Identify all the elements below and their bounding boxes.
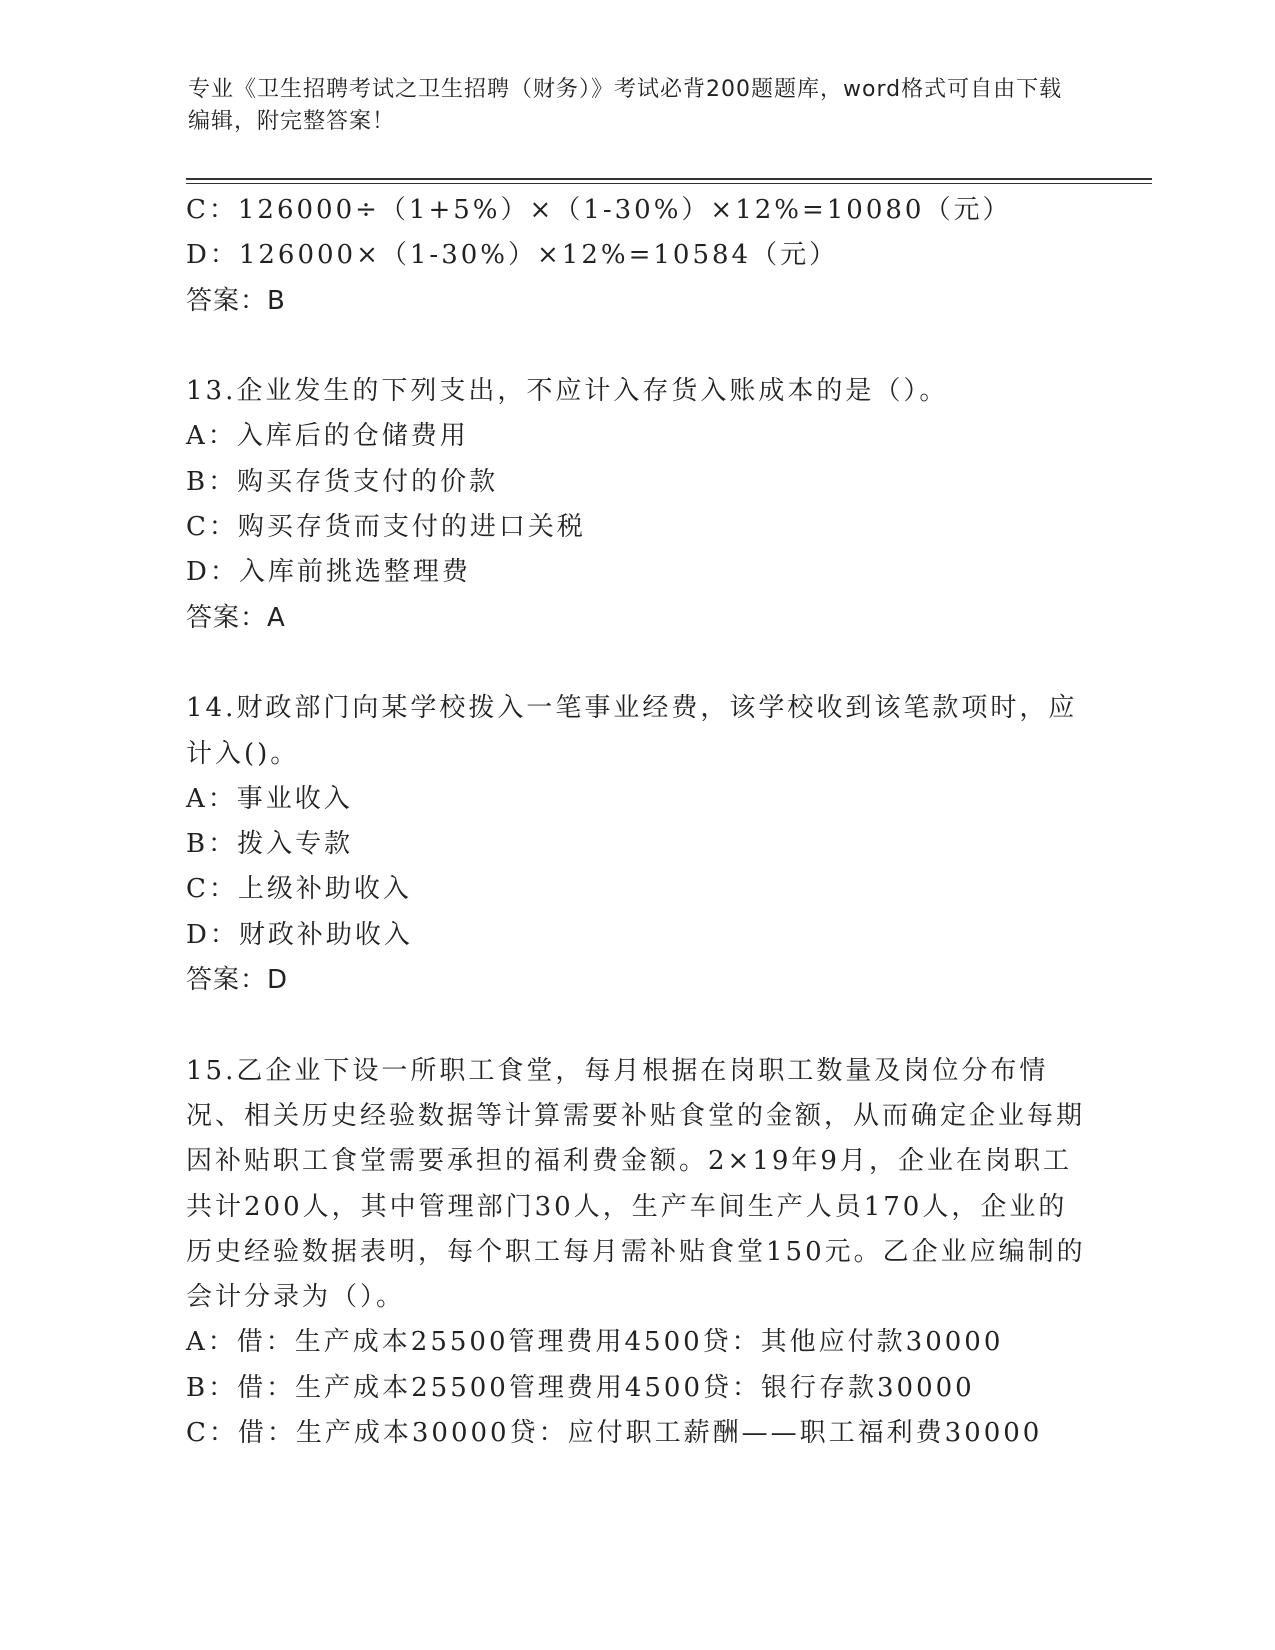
header-divider-thin (186, 183, 1152, 184)
q13-option-d: D：入库前挑选整理费 (186, 557, 471, 588)
q14-stem: 14.财政部门向某学校拨入一笔事业经费，该学校收到该笔款项时，应计入()。 (186, 693, 1078, 769)
q13-answer: 答案：A (186, 602, 286, 633)
q14-option-d: D：财政补助收入 (186, 919, 413, 950)
q12-answer: 答案：B (186, 285, 286, 316)
q14-option-b: B：拨入专款 (186, 829, 354, 860)
q14-option-c: C：上级补助收入 (186, 874, 412, 905)
q13-option-a: A：入库后的仓储费用 (186, 421, 469, 452)
q14-answer: 答案：D (186, 965, 289, 996)
q13-stem: 13.企业发生的下列支出，不应计入存货入账成本的是（）。 (186, 376, 949, 407)
document-header: 专业《卫生招聘考试之卫生招聘（财务）》考试必背200题题库，word格式可自由下载编辑，附完整答案！ (188, 77, 1063, 134)
q12-option-d: D：126000×（1-30%）×12%=10584（元） (186, 240, 839, 271)
q15-option-b: B：借：生产成本25500管理费用4500贷：银行存款30000 (186, 1372, 975, 1403)
spacer (186, 324, 1086, 369)
q13-option-c: C：购买存货而支付的进口关税 (186, 512, 586, 543)
q15-stem: 15.乙企业下设一所职工食堂，每月根据在岗职工数量及岗位分布情况、相关历史经验数据等计算需要补贴食堂的金额，从而确定企业每期因补贴职工食堂需要承担的福利费金额。2×19年9月，企业在岗职工共计200人，其中管理部门30人，生产车间生产人员170人，企业的历史经验数据表明，每个职工每月需补贴食堂150元。乙企业应编制的会计分录为（）。 (186, 1055, 1086, 1313)
spacer (186, 1003, 1086, 1048)
q15-option-a: A：借：生产成本25500管理费用4500贷：其他应付款30000 (186, 1327, 1004, 1358)
q13-option-b: B：购买存货支付的价款 (186, 466, 499, 497)
question-content (186, 188, 1086, 1456)
q12-option-c: C：126000÷（1+5%）×（1-30%）×12%=10080（元） (186, 195, 1012, 225)
header-divider-thick (186, 178, 1152, 180)
spacer (186, 641, 1086, 686)
q14-option-a: A：事业收入 (186, 783, 353, 814)
q15-option-c: C：借：生产成本30000贷：应付职工薪酬——职工福利费30000 (186, 1418, 1043, 1449)
